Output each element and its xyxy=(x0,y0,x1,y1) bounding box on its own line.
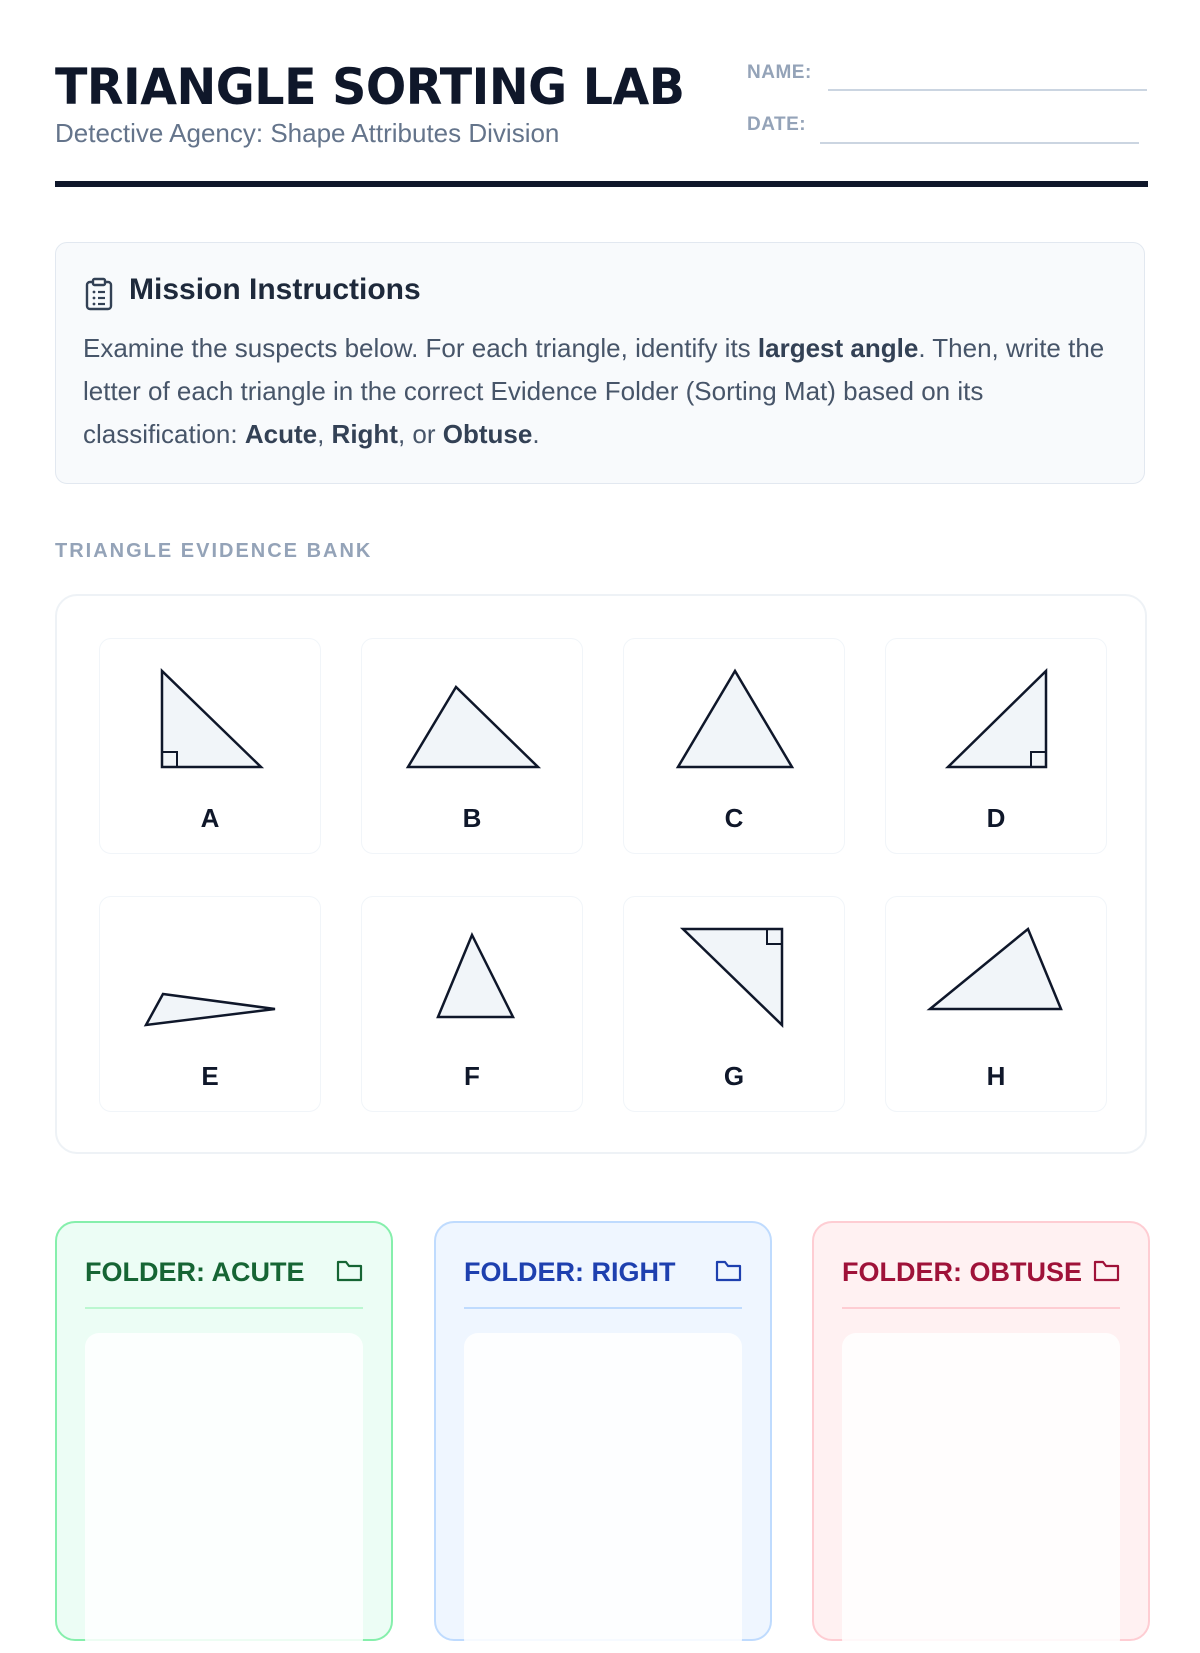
acute-sorting-area[interactable] xyxy=(85,1333,363,1653)
triangle-letter: D xyxy=(986,803,1006,833)
name-field[interactable] xyxy=(828,89,1147,91)
obtuse-sorting-area[interactable] xyxy=(842,1333,1120,1653)
triangle-letter: G xyxy=(723,1061,745,1091)
folder-divider xyxy=(842,1307,1120,1309)
folder-acute-title: FOLDER: ACUTE xyxy=(85,1257,305,1287)
folder-icon xyxy=(1093,1259,1120,1283)
date-field[interactable] xyxy=(820,142,1139,144)
instructions-title: Mission Instructions xyxy=(129,273,421,306)
folder-acute xyxy=(55,1221,393,1641)
triangle-letter: A xyxy=(200,803,220,833)
right-sorting-area[interactable] xyxy=(464,1333,742,1653)
triangle-card-a[interactable] xyxy=(99,638,321,854)
folder-icon xyxy=(336,1259,363,1283)
folder-obtuse xyxy=(812,1221,1150,1641)
clipboard-icon xyxy=(84,277,114,311)
name-label: NAME: xyxy=(747,62,812,83)
folder-icon xyxy=(715,1259,742,1283)
triangle-letter: B xyxy=(462,803,482,833)
triangle-letter: H xyxy=(986,1061,1006,1091)
folder-divider xyxy=(85,1307,363,1309)
triangle-letter: C xyxy=(724,803,744,833)
triangle-card-c[interactable] xyxy=(623,638,845,854)
triangle-card-h[interactable] xyxy=(885,896,1107,1112)
page-subtitle: Detective Agency: Shape Attributes Division xyxy=(55,118,560,148)
date-label: DATE: xyxy=(747,114,807,135)
worksheet-header xyxy=(55,50,1147,188)
triangle-card-e[interactable] xyxy=(99,896,321,1112)
triangle-card-f[interactable] xyxy=(361,896,583,1112)
folder-right-title: FOLDER: RIGHT xyxy=(464,1257,676,1287)
folder-obtuse-title: FOLDER: OBTUSE xyxy=(842,1257,1082,1287)
instructions-text: Examine the suspects below. For each triangle, identify its largest angle. Then, write the letter of each triangle in the correct Evidence Folder (Sorting Mat) based on its classification: Acute, Right, or Obtuse. xyxy=(83,333,1105,449)
triangle-letter: F xyxy=(464,1061,480,1091)
folder-right xyxy=(434,1221,772,1641)
page-title: TRIANGLE SORTING LAB xyxy=(55,58,685,116)
triangle-card-g[interactable] xyxy=(623,896,845,1112)
header-divider xyxy=(55,181,1148,187)
evidence-bank xyxy=(55,594,1147,1154)
folder-divider xyxy=(464,1307,742,1309)
triangle-letter: E xyxy=(201,1061,219,1091)
triangle-card-b[interactable] xyxy=(361,638,583,854)
triangle-card-d[interactable] xyxy=(885,638,1107,854)
instructions-panel xyxy=(55,242,1145,484)
evidence-bank-label: TRIANGLE EVIDENCE BANK xyxy=(55,540,373,562)
